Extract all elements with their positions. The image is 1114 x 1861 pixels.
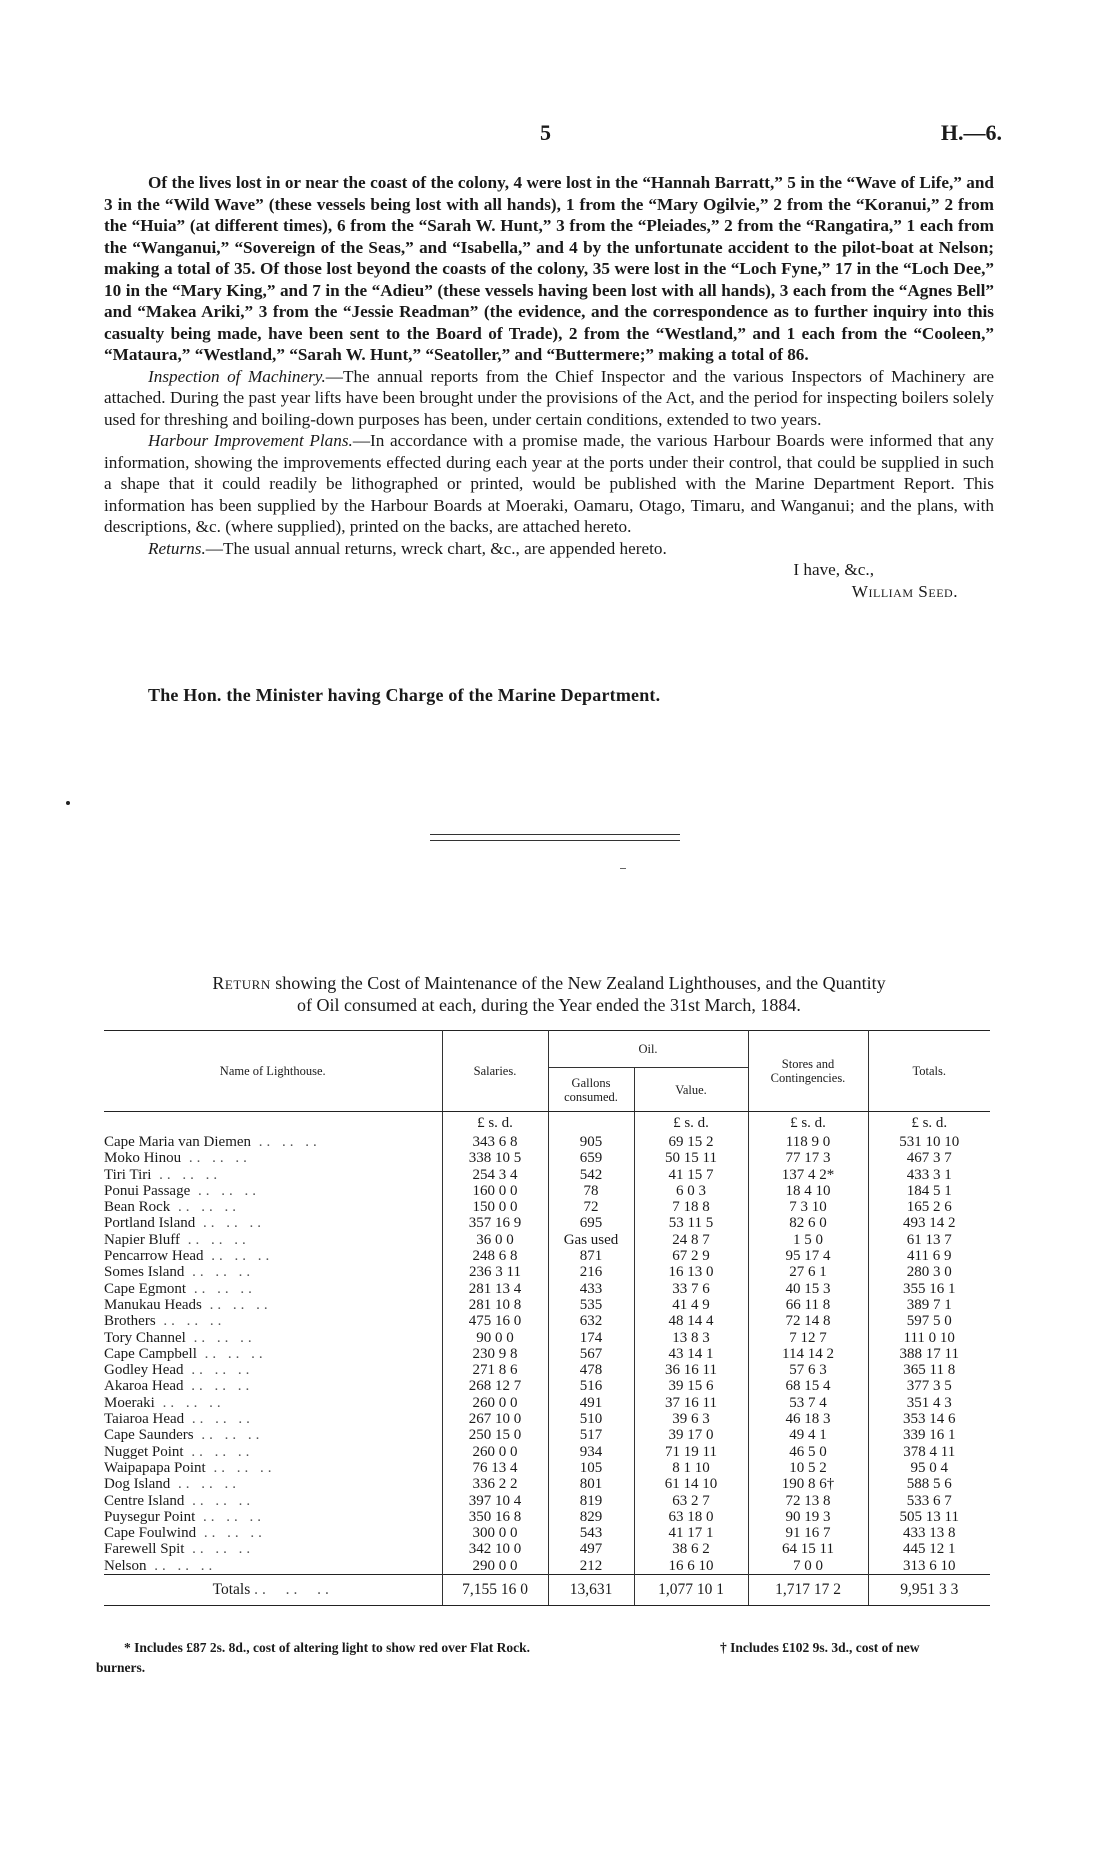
harbour-heading: Harbour Improvement Plans. [148, 431, 353, 450]
totals-cell: 433 13 8 [903, 1525, 956, 1542]
stores-cell: 46 5 0 [748, 1444, 868, 1460]
salaries-cell: 336 2 2 [442, 1476, 548, 1492]
table-row [104, 1427, 990, 1443]
oil-value-cell: 39 15 6 [634, 1378, 748, 1394]
gallons-cell: 542 [548, 1167, 634, 1183]
lighthouse-name: Tiri Tiri .. .. .. [104, 1167, 442, 1183]
table-row [104, 1313, 990, 1329]
gallons-cell: 905 [548, 1134, 634, 1150]
totals-stores: 1,717 17 2 [748, 1575, 868, 1606]
stores-cell: 190 8 6† [748, 1476, 868, 1492]
totals-cell: 184 5 1 [906, 1182, 952, 1199]
signoff [104, 559, 994, 602]
salaries-cell: 338 10 5 [442, 1150, 548, 1166]
stores-cell: 64 15 11 [748, 1541, 868, 1557]
salaries-cell: 90 0 0 [442, 1330, 548, 1346]
totals-cell: 505 13 11 [899, 1508, 959, 1525]
salaries-cell: 150 0 0 [442, 1199, 548, 1215]
salaries-cell: 267 10 0 [442, 1411, 548, 1427]
gallons-cell: 695 [548, 1215, 634, 1231]
gallons-cell: 516 [548, 1378, 634, 1394]
table-row [104, 1167, 990, 1183]
col-header-name: Name of Lighthouse. [104, 1031, 442, 1112]
lighthouse-name: Portland Island .. .. .. [104, 1215, 442, 1231]
lighthouse-name: Nugget Point .. .. .. [104, 1444, 442, 1460]
totals-cell: 388 17 11 [899, 1345, 959, 1362]
salaries-cell: 76 13 4 [442, 1460, 548, 1476]
lighthouse-name: Ponui Passage .. .. .. [104, 1183, 442, 1199]
table-row [104, 1476, 990, 1492]
return-title [104, 972, 994, 1016]
salaries-cell: 250 15 0 [442, 1427, 548, 1443]
stores-cell: 91 16 7 [748, 1525, 868, 1541]
salaries-cell: 260 0 0 [442, 1395, 548, 1411]
totals-cell: 351 4 3 [906, 1394, 952, 1411]
totals-gallons: 13,631 [548, 1575, 634, 1606]
addressee: The Hon. the Minister having Charge of the Marine Department. [148, 685, 661, 705]
salaries-cell: 160 0 0 [442, 1183, 548, 1199]
oil-value-cell: 63 18 0 [634, 1509, 748, 1525]
oil-value-cell: 36 16 11 [634, 1362, 748, 1378]
stores-cell: 53 7 4 [748, 1395, 868, 1411]
lighthouse-name: Cape Egmont .. .. .. [104, 1281, 442, 1297]
totals-cell: 378 4 11 [903, 1443, 956, 1460]
oil-value-cell: 37 16 11 [634, 1395, 748, 1411]
stray-mark [620, 868, 626, 869]
table-row [104, 1134, 990, 1150]
harbour-paragraph: Harbour Improvement Plans.—In accordance with a promise made, the various Harbour Boards were informed that any information, showing the improvements effected during each year at the ports under their control, that could be supplied in such a shape that it could readily be lithographed or printed, would be published with the Marine Department Report. This information has been supplied by the Harbour Boards at Moeraki, Oamaru, Otago, Timaru, and Wanganui; and the plans, with descriptions, &c. (where supplied), printed on the backs, are attached hereto. [104, 431, 995, 536]
totals-row [104, 1575, 990, 1606]
return-title-line1: showing the Cost of Maintenance of the New Zealand Lighthouses, and the Quantity [270, 973, 886, 993]
totals-cell: 389 7 1 [906, 1296, 952, 1313]
table-row [104, 1411, 990, 1427]
salaries-cell: 271 8 6 [442, 1362, 548, 1378]
lighthouse-name: Moeraki .. .. .. [104, 1395, 442, 1411]
stray-mark [66, 801, 70, 805]
salaries-cell: 36 0 0 [442, 1232, 548, 1248]
lighthouse-name: Cape Saunders .. .. .. [104, 1427, 442, 1443]
lighthouse-name: Akaroa Head .. .. .. [104, 1378, 442, 1394]
table-row [104, 1460, 990, 1476]
salaries-cell: 248 6 8 [442, 1248, 548, 1264]
gallons-cell: 72 [548, 1199, 634, 1215]
section-divider [430, 840, 680, 841]
return-title-line2: of Oil consumed at each, during the Year ended the 31st March, 1884. [297, 995, 801, 1015]
table-body [104, 1112, 990, 1575]
totals-cell: 588 5 6 [906, 1476, 952, 1493]
totals-cell: 377 3 5 [906, 1378, 952, 1395]
gallons-cell: 174 [548, 1330, 634, 1346]
stores-cell: 46 18 3 [748, 1411, 868, 1427]
gallons-cell: 497 [548, 1541, 634, 1557]
totals-label: Totals .. .. .. [104, 1575, 442, 1606]
oil-value-cell: 63 2 7 [634, 1493, 748, 1509]
gallons-cell: 212 [548, 1558, 634, 1575]
lighthouse-name: Tory Channel .. .. .. [104, 1330, 442, 1346]
salaries-cell: 475 16 0 [442, 1313, 548, 1329]
salaries-cell: 350 16 8 [442, 1509, 548, 1525]
signoff-name: William Seed. [851, 581, 958, 601]
lighthouse-name: Taiaroa Head .. .. .. [104, 1411, 442, 1427]
stores-cell: 72 13 8 [748, 1493, 868, 1509]
oil-value-cell: 39 17 0 [634, 1427, 748, 1443]
footnote-star: * Includes £87 2s. 8d., cost of altering light to show red over Flat Rock. [124, 1640, 530, 1655]
section-divider [430, 834, 680, 835]
oil-value-cell: 16 13 0 [634, 1264, 748, 1280]
lighthouse-name: Farewell Spit .. .. .. [104, 1541, 442, 1557]
lighthouse-name: Bean Rock .. .. .. [104, 1199, 442, 1215]
col-header-oil: Oil. [548, 1031, 748, 1068]
lighthouse-name: Cape Foulwind .. .. .. [104, 1525, 442, 1541]
totals-cell: 597 5 0 [906, 1313, 952, 1330]
table-row [104, 1232, 990, 1248]
salaries-cell: 260 0 0 [442, 1444, 548, 1460]
stores-cell: 18 4 10 [748, 1183, 868, 1199]
totals-cell: 165 2 6 [906, 1199, 952, 1216]
gallons-cell: 535 [548, 1297, 634, 1313]
stores-cell: 90 19 3 [748, 1509, 868, 1525]
gallons-cell: 491 [548, 1395, 634, 1411]
gallons-cell: 78 [548, 1183, 634, 1199]
table-row [104, 1541, 990, 1557]
lighthouse-name: Cape Maria van Diemen .. .. .. [104, 1134, 442, 1150]
salaries-cell: 281 13 4 [442, 1281, 548, 1297]
table-row [104, 1558, 990, 1575]
totals-cell: 355 16 1 [903, 1280, 956, 1297]
stores-cell: 72 14 8 [748, 1313, 868, 1329]
gallons-cell: 543 [548, 1525, 634, 1541]
oil-value-cell: 53 11 5 [634, 1215, 748, 1231]
salaries-cell: 236 3 11 [442, 1264, 548, 1280]
oil-value-cell: 61 14 10 [634, 1476, 748, 1492]
table-row [104, 1183, 990, 1199]
oil-value-cell: 43 14 1 [634, 1346, 748, 1362]
lighthouse-name: Puysegur Point .. .. .. [104, 1509, 442, 1525]
stores-cell: 27 6 1 [748, 1264, 868, 1280]
salaries-cell: 343 6 8 [442, 1134, 548, 1150]
table-row [104, 1281, 990, 1297]
gallons-cell: 433 [548, 1281, 634, 1297]
lighthouse-name: Napier Bluff .. .. .. [104, 1232, 442, 1248]
gallons-cell: 567 [548, 1346, 634, 1362]
totals-cell: 61 13 7 [906, 1231, 952, 1248]
totals-cell: 445 12 1 [903, 1541, 956, 1558]
table-row [104, 1330, 990, 1346]
col-header-salaries: Salaries. [442, 1031, 548, 1112]
lighthouse-name: Cape Campbell .. .. .. [104, 1346, 442, 1362]
stores-cell: 77 17 3 [748, 1150, 868, 1166]
lighthouse-cost-table [104, 1030, 990, 1606]
machinery-heading: Inspection of Machinery. [148, 366, 326, 386]
gallons-cell: 105 [548, 1460, 634, 1476]
totals-cell: 280 3 0 [906, 1264, 952, 1281]
return-title-lead: Return [212, 973, 271, 993]
report-body [104, 172, 994, 602]
returns-paragraph: Returns.—The usual annual returns, wreck chart, &c., are appended hereto. [148, 538, 667, 558]
oil-value-cell: 6 0 3 [634, 1183, 748, 1199]
table-row [104, 1362, 990, 1378]
salaries-cell: 230 9 8 [442, 1346, 548, 1362]
salaries-cell: 342 10 0 [442, 1541, 548, 1557]
col-header-gallons: Gallons consumed. [548, 1068, 634, 1112]
machinery-paragraph: Inspection of Machinery.—The annual reports from the Chief Inspector and the various Inspectors of Machinery are attached. During the past year lifts have been brought under the provisions of the Act, and the period for inspecting boilers solely used for threshing and boiling-down purposes has been, under certain conditions, extended to two years. [104, 366, 994, 429]
col-header-value: Value. [634, 1068, 748, 1112]
table-row [104, 1378, 990, 1394]
gallons-cell: 216 [548, 1264, 634, 1280]
totals-cell: 533 6 7 [906, 1492, 952, 1509]
salaries-cell: 281 10 8 [442, 1297, 548, 1313]
gallons-cell: 934 [548, 1444, 634, 1460]
gallons-cell: 871 [548, 1248, 634, 1264]
stores-cell: 68 15 4 [748, 1378, 868, 1394]
totals-cell: 411 6 9 [907, 1248, 952, 1265]
oil-value-cell: 8 1 10 [634, 1460, 748, 1476]
stores-cell: 40 15 3 [748, 1281, 868, 1297]
oil-value-cell: 48 14 4 [634, 1313, 748, 1329]
lighthouse-name: Manukau Heads .. .. .. [104, 1297, 442, 1313]
salaries-cell: 290 0 0 [442, 1558, 548, 1575]
table-row [104, 1525, 990, 1541]
gallons-cell: 829 [548, 1509, 634, 1525]
lighthouse-name: Moko Hinou .. .. .. [104, 1150, 442, 1166]
col-header-totals: Totals. [868, 1031, 990, 1112]
table-row [104, 1346, 990, 1362]
lighthouse-name: Centre Island .. .. .. [104, 1493, 442, 1509]
returns-heading: Returns. [148, 538, 206, 558]
unit-label: £ s. d. [634, 1112, 748, 1135]
lighthouse-name: Nelson .. .. .. [104, 1558, 442, 1575]
stores-cell: 66 11 8 [748, 1297, 868, 1313]
col-header-stores: Stores and Contingencies. [748, 1031, 868, 1112]
stores-cell: 82 6 0 [748, 1215, 868, 1231]
stores-cell: 1 5 0 [748, 1232, 868, 1248]
totals-totals: 9,951 3 3 [868, 1575, 990, 1606]
totals-salaries: 7,155 16 0 [442, 1575, 548, 1606]
totals-cell: 313 6 10 [903, 1557, 956, 1574]
table-row [104, 1297, 990, 1313]
oil-value-cell: 7 18 8 [634, 1199, 748, 1215]
stores-cell: 57 6 3 [748, 1362, 868, 1378]
lighthouse-name: Waipapapa Point .. .. .. [104, 1460, 442, 1476]
salaries-cell: 397 10 4 [442, 1493, 548, 1509]
gallons-cell: 659 [548, 1150, 634, 1166]
stores-cell: 7 0 0 [748, 1558, 868, 1575]
units-row [104, 1112, 990, 1135]
table-row [104, 1248, 990, 1264]
table-row [104, 1150, 990, 1166]
footnote-dagger-cont: burners. [96, 1660, 146, 1675]
oil-value-cell: 41 15 7 [634, 1167, 748, 1183]
lives-lost-paragraph: Of the lives lost in or near the coast of the colony, 4 were lost in the “Hannah Barratt,” 5 in the “Wave of Life,” and 3 in the “Wild Wave” (these vessels being lost with all hands), 1 from the “Mary Ogilvie,” 2 from the “Koranui,” 2 from the “Huia” (at different times), 6 from the “Sarah W. Hunt,” 3 from the “Pleiades,” 2 from the “Rangatira,” 1 each from the “Wanganui,” “Sovereign of the Seas,” and “Isabella,” and 4 by the unfortunate accident to the pilot-boat at Nelson; making a total of 35. Of those lost beyond the coasts of the colony, 35 were lost in the “Loch Fyne,” 17 in the “Loch Dee,” 10 in the “Mary King,” and 7 in the “Adieu” (these vessels having been lost with all hands), 3 each from the “Agnes Bell” and “Makea Ariki,” 3 from the “Jessie Readman” (the evidence, and the correspondence as to further inquiry into this casualty being made, have been sent to the Board of Trade), 2 from the “Westland,” and 1 each from the “Cooleen,” “Mataura,” “Westland,” “Sarah W. Hunt,” “Seatoller,” and “Buttermere;” making a total of 86. [104, 173, 994, 364]
stores-cell: 10 5 2 [748, 1460, 868, 1476]
gallons-cell: Gas used [548, 1232, 634, 1248]
salaries-cell: 254 3 4 [442, 1167, 548, 1183]
stores-cell: 7 3 10 [748, 1199, 868, 1215]
totals-cell: 433 3 1 [906, 1166, 952, 1183]
oil-value-cell: 67 2 9 [634, 1248, 748, 1264]
page-number: 5 [540, 120, 551, 145]
oil-value-cell: 71 19 11 [634, 1444, 748, 1460]
totals-cell: 467 3 7 [906, 1150, 952, 1167]
oil-value-cell: 39 6 3 [634, 1411, 748, 1427]
gallons-cell: 632 [548, 1313, 634, 1329]
totals-cell: 531 10 10 [899, 1134, 960, 1150]
totals-cell: 339 16 1 [903, 1427, 956, 1444]
oil-value-cell: 33 7 6 [634, 1281, 748, 1297]
oil-value-cell: 69 15 2 [634, 1134, 748, 1150]
signoff-closing: I have, &c., [793, 560, 874, 579]
salaries-cell: 300 0 0 [442, 1525, 548, 1541]
totals-cell: 493 14 2 [903, 1215, 956, 1232]
stores-cell: 137 4 2* [748, 1167, 868, 1183]
gallons-cell: 819 [548, 1493, 634, 1509]
lighthouse-name: Somes Island .. .. .. [104, 1264, 442, 1280]
table-row [104, 1493, 990, 1509]
oil-value-cell: 16 6 10 [634, 1558, 748, 1575]
oil-value-cell: 50 15 11 [634, 1150, 748, 1166]
unit-label: £ s. d. [442, 1112, 548, 1135]
stores-cell: 95 17 4 [748, 1248, 868, 1264]
unit-label: £ s. d. [748, 1112, 868, 1135]
gallons-cell: 510 [548, 1411, 634, 1427]
salaries-cell: 268 12 7 [442, 1378, 548, 1394]
gallons-cell: 478 [548, 1362, 634, 1378]
footnote-dagger: † Includes £102 9s. 3d., cost of new [720, 1640, 920, 1655]
totals-cell: 111 0 10 [903, 1329, 955, 1346]
totals-value: 1,077 10 1 [634, 1575, 748, 1606]
stores-cell: 7 12 7 [748, 1330, 868, 1346]
stores-cell: 118 9 0 [748, 1134, 868, 1150]
oil-value-cell: 24 8 7 [634, 1232, 748, 1248]
totals-cell: 353 14 6 [903, 1411, 956, 1428]
stores-cell: 114 14 2 [748, 1346, 868, 1362]
oil-value-cell: 41 4 9 [634, 1297, 748, 1313]
lighthouse-name: Godley Head .. .. .. [104, 1362, 442, 1378]
oil-value-cell: 38 6 2 [634, 1541, 748, 1557]
unit-label: £ s. d. [911, 1115, 948, 1131]
table-row [104, 1395, 990, 1411]
oil-value-cell: 41 17 1 [634, 1525, 748, 1541]
stores-cell: 49 4 1 [748, 1427, 868, 1443]
table-row [104, 1509, 990, 1525]
table-row [104, 1199, 990, 1215]
table-row [104, 1264, 990, 1280]
table-row [104, 1215, 990, 1231]
page-code: H.—6. [940, 120, 1002, 145]
lighthouse-name: Pencarrow Head .. .. .. [104, 1248, 442, 1264]
lighthouse-name: Dog Island .. .. .. [104, 1476, 442, 1492]
lighthouse-name: Brothers .. .. .. [104, 1313, 442, 1329]
oil-value-cell: 13 8 3 [634, 1330, 748, 1346]
totals-cell: 95 0 4 [910, 1459, 948, 1476]
gallons-cell: 517 [548, 1427, 634, 1443]
gallons-cell: 801 [548, 1476, 634, 1492]
table-row [104, 1444, 990, 1460]
totals-cell: 365 11 8 [903, 1362, 956, 1379]
salaries-cell: 357 16 9 [442, 1215, 548, 1231]
